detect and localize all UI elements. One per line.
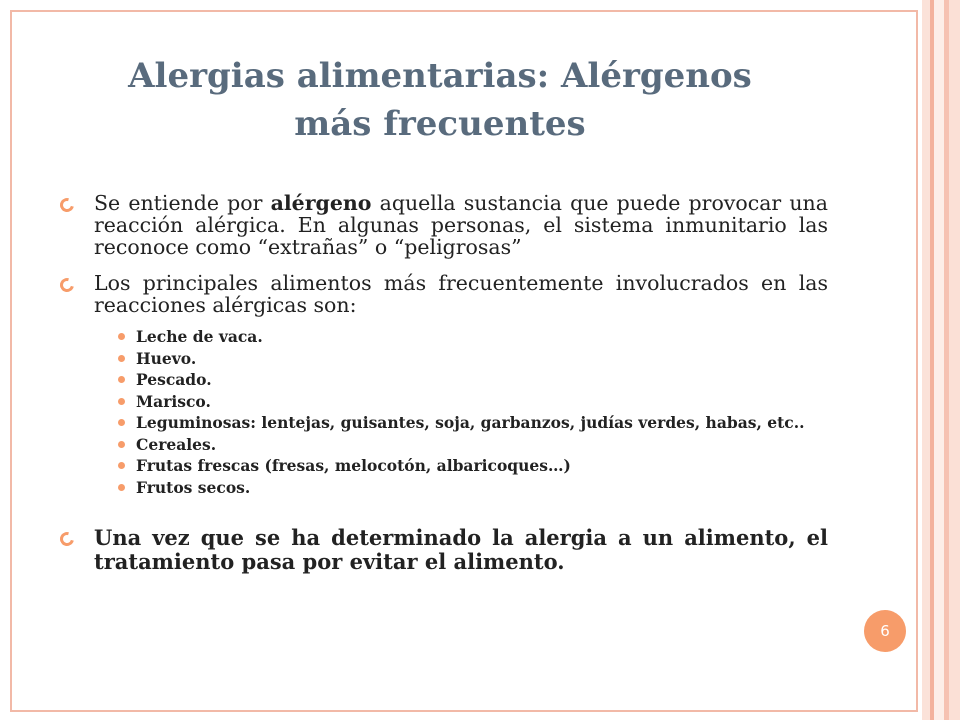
list-item (118, 479, 828, 496)
list-item-text: Marisco. (136, 391, 211, 411)
orange-ring-bullet-icon (57, 195, 76, 214)
orange-dot-bullet-icon (118, 462, 125, 469)
treatment-paragraph (60, 526, 828, 574)
list-item (118, 350, 828, 367)
allergen-food-list (60, 328, 828, 496)
definition-paragraph (60, 192, 828, 258)
orange-dot-bullet-icon (118, 484, 125, 491)
orange-dot-bullet-icon (118, 333, 125, 340)
list-item-text: Leguminosas: lentejas, guisantes, soja, garbanzos, judías verdes, habas, etc.. (136, 413, 805, 432)
title-line-1: Alergias alimentarias: Alérgenos (128, 56, 752, 96)
list-item-text: Frutos secos. (136, 477, 251, 497)
list-item-text: Huevo. (136, 348, 197, 368)
foods-intro-paragraph (60, 272, 828, 316)
list-item (118, 371, 828, 388)
orange-dot-bullet-icon (118, 419, 125, 426)
orange-dot-bullet-icon (118, 398, 125, 405)
definition-text-start: Se entiende por (94, 191, 271, 215)
definition-term: alérgeno (270, 191, 372, 215)
list-item-text: Cereales. (136, 434, 217, 454)
orange-dot-bullet-icon (118, 376, 125, 383)
treatment-text: Una vez que se ha determinado la alergia a un alimento, el tratamiento pasa por evitar el alimento. (94, 524, 828, 574)
list-item (118, 393, 828, 410)
list-item-text: Leche de vaca. (136, 327, 263, 346)
list-item (118, 457, 828, 474)
orange-ring-bullet-icon (57, 275, 76, 294)
decorative-edge-stripe (949, 0, 960, 720)
slide-content (60, 192, 828, 574)
list-item-text: Frutas frescas (fresas, melocotón, albaricoques…) (136, 456, 571, 475)
list-item (118, 414, 828, 431)
list-item-text: Pescado. (136, 370, 212, 389)
definition-text-end: aquella sustancia que puede provocar una reacción alérgica. En algunas personas, el sistema inmunitario las reconoce como “extrañas” o “peligrosas” (94, 191, 828, 259)
list-item (118, 436, 828, 453)
decorative-edge-stripe (934, 0, 944, 720)
orange-dot-bullet-icon (118, 441, 125, 448)
foods-intro-text: Los principales alimentos más frecuentemente involucrados en las reacciones alérgicas son: (94, 271, 828, 317)
decorative-edge-stripe (922, 0, 930, 720)
title-line-2: más frecuentes (294, 104, 586, 144)
orange-dot-bullet-icon (118, 355, 125, 362)
list-item (118, 328, 828, 345)
slide-title (60, 52, 820, 148)
orange-ring-bullet-icon (57, 529, 76, 548)
page-number-badge: 6 (864, 610, 906, 652)
